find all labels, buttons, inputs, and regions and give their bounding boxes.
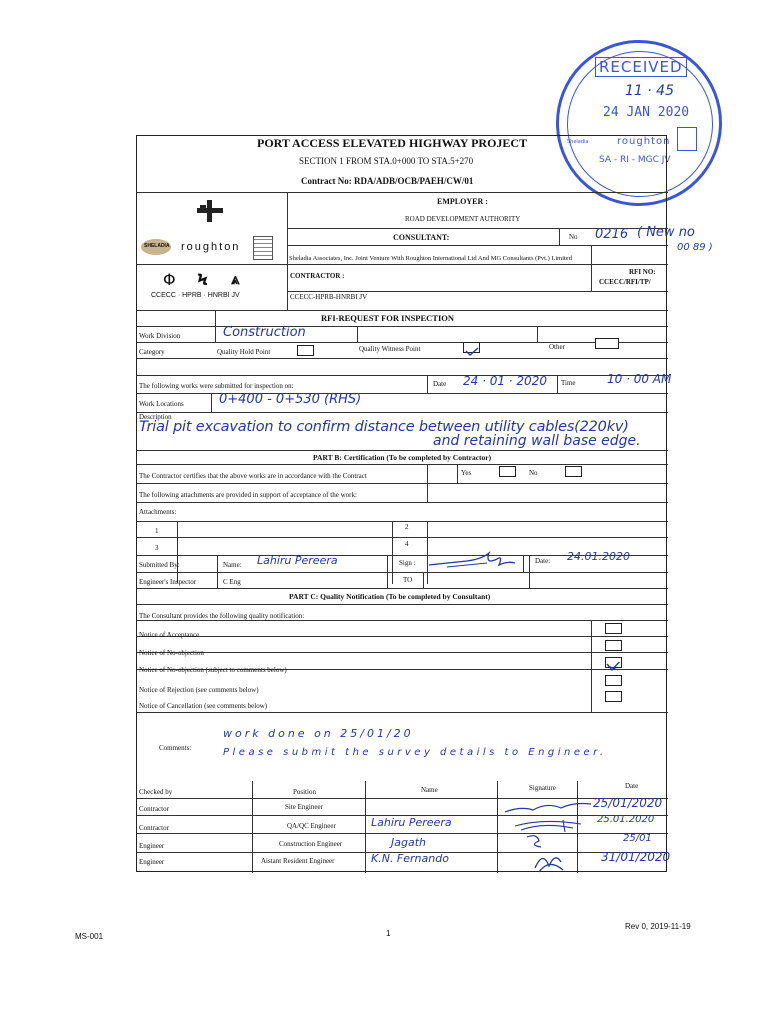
rda-logo [195,198,225,224]
c-eng-label: C Eng [223,578,241,586]
work-division-value: Construction [223,325,306,340]
to-label: TO [403,576,413,584]
yes-label: Yes [461,469,472,477]
notice-rejection: Notice of Rejection (see comments below) [139,686,259,694]
no-label: No [569,233,578,241]
notice-no-objection: Notice of No-objection [139,649,204,657]
comment-line-1: work done on 25/01/20 [223,727,414,740]
notice-cancellation-checkbox[interactable] [605,691,622,702]
rule [137,192,668,193]
rule [591,245,592,291]
signoff-role: Engineer [139,858,165,866]
rule [137,326,668,327]
signoff-date: 31/01/2020 [601,850,671,864]
rule [287,245,668,246]
rule [591,620,592,712]
submitter-signature [427,549,517,571]
contractor-logo [147,270,277,304]
hnrbi-logo-icon: ⩓ [231,270,240,288]
notice-acceptance: Notice of Acceptance [139,631,200,639]
rule [137,636,668,637]
rule [137,358,668,359]
rfi-no-label: RFI NO: [629,268,656,276]
signoff-name: Lahiru Pereera [371,816,452,829]
signoff-position: Construction Engineer [279,840,343,848]
signoff-role: Contractor [139,824,169,832]
signoff-position: Site Engineer [285,803,323,811]
project-title: PORT ACCESS ELEVATED HIGHWAY PROJECT [257,136,528,150]
rule [423,572,424,589]
engineer-inspector-label: Engineer's Inspector [139,578,197,586]
category-label: Category [139,348,165,356]
attachment-num-1: 1 [155,527,159,535]
consultant-label: CONSULTANT: [393,233,450,242]
rule [137,450,668,451]
no-value: 0216 [595,227,629,242]
notice-cancellation: Notice of Cancellation (see comments below) [139,702,268,710]
following-works-label: The following works were submitted for inspection on: [139,382,294,390]
attachment-num-3: 3 [155,544,159,552]
rule [559,228,560,245]
rule [497,781,498,873]
notice-rejection-checkbox[interactable] [605,675,622,686]
rfi-title: RFI-REQUEST FOR INSPECTION [321,313,455,323]
contractor-logo-text: CCECC · HPRB · HNRBI JV [151,292,240,299]
rule [557,375,558,393]
rule [137,604,668,605]
signoff-date: 25.01.2020 [597,814,655,825]
quality-hold-checkbox[interactable] [297,345,314,356]
ccecc-logo-icon: Φ [163,270,176,289]
work-locations-value: 0+400 - 0+530 (RHS) [219,392,362,407]
rule [537,326,538,342]
employer-label: EMPLOYER : [437,197,488,206]
signoff-name: Jagath [391,836,426,849]
contract-number: Contract No: RDA/ADB/OCB/PAEH/CW/01 [301,176,474,186]
check-icon [464,347,479,356]
work-locations-label: Work Locations [139,400,184,408]
part-c-intro: The Consultant provides the following quality notification: [139,612,305,620]
stamp-company: roughton [617,136,671,147]
submit-date-label: Date: [535,557,551,565]
time-label: Time [561,379,576,387]
section-range: SECTION 1 FROM STA.0+000 TO STA.5+270 [299,156,474,166]
rule [252,781,253,873]
rule [287,192,288,310]
rule [137,652,668,653]
rule [137,712,668,713]
contractor-name: CCECC-HPRB-HNRBI JV [290,293,368,301]
notice-acceptance-checkbox[interactable] [605,623,622,634]
description-label: Description [139,413,172,421]
attachment-num-4: 4 [405,540,409,548]
rule [287,291,668,292]
stamp-date: 24 JAN 2020 [603,105,690,120]
no-note-1: ( New no [637,225,695,240]
date-label: Date [433,380,447,388]
rule [137,483,668,484]
check-icon [606,662,621,671]
description-line-2: and retaining wall base edge. [433,433,641,449]
rule [137,521,668,522]
signoff-signature [513,816,583,834]
footer-revision: Rev 0, 2019-11-19 [625,922,691,931]
attachment-num-2: 2 [405,523,409,531]
description-line-1: Trial pit excavation to confirm distance between utility cables(220kv) [139,419,629,435]
no-label-partb: No [529,469,538,477]
signoff-signature [529,848,569,874]
inspection-date-value: 24 · 01 · 2020 [463,374,547,388]
rule [529,555,530,589]
consultant-logo-text: roughton [181,241,241,253]
stamp-time: 11 · 45 [625,83,674,99]
employer-name: ROAD DEVELOPMENT AUTHORITY [405,215,521,223]
signoff-role: Engineer [139,842,165,850]
attachments-note: The following attachments are provided in support of acceptance of the work: [139,491,357,499]
other-checkbox[interactable] [595,338,619,349]
stamp-title: RECEIVED [595,57,687,77]
signoff-header-signature: Signature [529,784,556,792]
quality-witness-label: Quality Witness Point [359,345,421,353]
rule [392,521,393,584]
signoff-name: K.N. Fernando [371,852,449,865]
footer-doc-code: MS-001 [75,932,104,941]
submit-date-value: 24.01.2020 [567,550,630,563]
contractor-certifies-text: The Contractor certifies that the above works are in accordance with the Contract [139,472,367,480]
stamp-logo-icon [677,127,697,151]
contractor-label: CONTRACTOR : [290,272,345,280]
signoff-date: 25/01/2020 [593,796,663,810]
rule [523,555,524,573]
consultant-logo-small: SHELADIA [144,243,170,249]
rule [457,464,458,483]
sign-label: Sign : [399,559,416,567]
signoff-role: Contractor [139,805,169,813]
rule [357,326,358,342]
rule [137,464,668,465]
signoff-position: QA/QC Engineer [287,822,336,830]
notice-no-objection-subject: Notice of No-objection (subject to comments below) [139,666,287,674]
stamp-jv: SA - RI - MGC JV [599,155,671,165]
rule [137,264,668,265]
work-division-label: Work Division [139,332,181,340]
submitted-by-label: Submitted By: [139,561,180,569]
yes-checkbox[interactable] [499,466,516,477]
rule [137,375,668,376]
rfi-form [136,135,713,872]
signoff-header-name: Name [421,786,438,794]
comments-label: Comments: [159,744,192,752]
name-label: Name: [223,561,242,569]
signoff-position: Aistant Resident Engineer [261,857,335,865]
signoff-date: 25/01 [623,833,652,844]
submitter-name-value: Lahiru Pereera [257,554,338,567]
rule [387,555,388,589]
mg-logo-icon [253,236,273,260]
signoff-header-checked-by: Checked by [139,788,173,796]
quality-hold-label: Quality Hold Point [217,348,271,356]
rfi-no-value: CCECC/RFI/TP/ [599,278,651,286]
no-note-2: 00 89 ) [677,242,713,253]
rule [137,502,668,503]
rule [211,393,212,412]
rule [137,393,668,394]
rule [427,464,428,502]
notice-no-objection-subject-checkbox[interactable] [605,657,622,668]
footer-page-number: 1 [386,929,391,938]
notice-no-objection-checkbox[interactable] [605,640,622,651]
part-b-title: PART B: Certification (To be completed by Contractor) [313,453,492,462]
rule [177,521,178,583]
rule [217,555,218,589]
part-c-title: PART C: Quality Notification (To be completed by Consultant) [289,592,491,601]
rule [427,375,428,393]
rule [137,833,668,834]
rule [137,310,668,311]
quality-witness-checkbox[interactable] [463,342,480,353]
rule [137,412,668,413]
consultant-name: Sheladia Associates, Inc. Joint Venture With Roughton International Ltd And MG Consultants (Pvt.) Limited [289,255,572,262]
other-label: Other [549,343,565,351]
comment-line-2: Please submit the survey details to Engineer. [223,747,607,758]
signoff-signature [503,798,593,816]
rule [215,310,216,342]
rule [365,781,366,873]
rule [137,342,668,343]
attachments-label: Attachments: [139,508,177,516]
inspection-time-value: 10 · 00 AM [607,372,672,386]
signoff-header-date: Date [625,782,639,790]
hprb-logo-icon: Ϟ [197,270,209,289]
rule [137,537,668,538]
consultant-logo [141,236,281,260]
signoff-header-position: Position [293,788,316,796]
stamp-company-small: Sheladia [567,139,589,145]
no-checkbox[interactable] [565,466,582,477]
